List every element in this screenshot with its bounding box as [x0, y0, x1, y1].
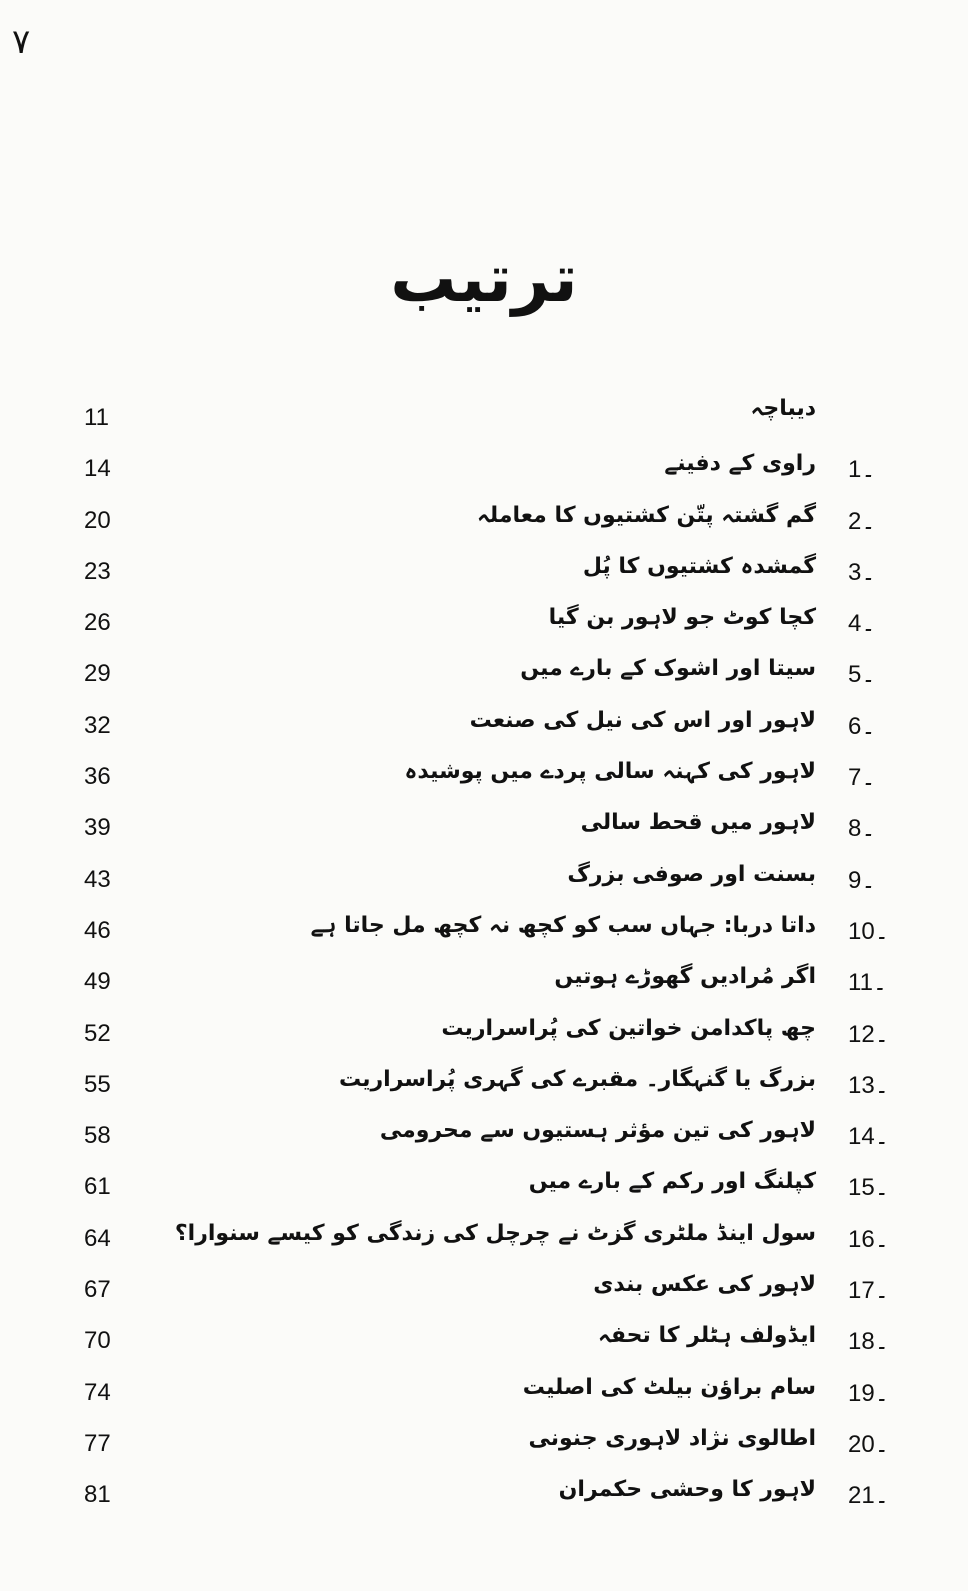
- toc-chapter-index: 7۔: [848, 764, 876, 792]
- toc-chapter-index: 14۔: [848, 1123, 889, 1151]
- toc-entry[interactable]: [0, 447, 968, 498]
- toc-chapter-index: 20۔: [848, 1430, 889, 1458]
- toc-chapter-title: راوی کے دفینے: [664, 451, 816, 477]
- toc-page-number: 58: [84, 1122, 111, 1150]
- toc-chapter-index: 16۔: [848, 1225, 889, 1253]
- toc-chapter-index: 3۔: [848, 558, 876, 586]
- toc-chapter-index: 11۔: [848, 969, 887, 997]
- toc-page-number: 61: [84, 1173, 111, 1201]
- toc-chapter-title: لاہور کی تین مؤثر ہستیوں سے محرومی: [379, 1118, 816, 1144]
- toc-chapter-title: سول اینڈ ملٹری گزٹ نے چرچل کی زندگی کو کیسے سنوارا؟: [174, 1220, 816, 1246]
- toc-chapter-title: لاہور کی عکس بندی: [593, 1272, 816, 1298]
- toc-chapter-title: اگر مُرادیں گھوڑے ہوتیں: [554, 964, 816, 990]
- toc-entry[interactable]: [0, 1319, 968, 1370]
- toc-entry[interactable]: [0, 1217, 968, 1268]
- toc-chapter-title: داتا دربا: جہاں سب کو کچھ نہ کچھ مل جاتا ہے: [310, 912, 816, 938]
- toc-page-number: 26: [84, 609, 111, 637]
- toc-page-number: 67: [84, 1276, 111, 1304]
- toc-page-number: 14: [84, 455, 111, 483]
- toc-entry[interactable]: [0, 499, 968, 550]
- toc-entry[interactable]: [0, 1165, 968, 1216]
- page-title: ترتیب: [390, 240, 578, 317]
- toc-page-number: 64: [84, 1224, 111, 1252]
- toc-page-number: 29: [84, 660, 111, 688]
- toc-page-number: 55: [84, 1070, 111, 1098]
- toc-entry[interactable]: [0, 960, 968, 1011]
- toc-chapter-title: دیباچہ: [750, 396, 816, 421]
- toc-chapter-index: 5۔: [848, 661, 876, 689]
- toc-page-number: 32: [84, 711, 111, 739]
- toc-entry[interactable]: [0, 909, 968, 960]
- toc-entry[interactable]: [0, 1063, 968, 1114]
- toc-chapter-title: کپلنگ اور رکم کے بارے میں: [528, 1169, 816, 1195]
- toc-page-number: 36: [84, 763, 111, 791]
- toc-page-number: 43: [84, 865, 111, 893]
- toc-chapter-title: سام براؤن بیلٹ کی اصلیت: [522, 1374, 816, 1400]
- toc-entry[interactable]: [0, 1473, 968, 1524]
- toc-chapter-title: لاہور میں قحط سالی: [580, 810, 816, 836]
- toc-chapter-index: 21۔: [848, 1482, 889, 1510]
- toc-entry[interactable]: [0, 1012, 968, 1063]
- toc-chapter-title: گم گشتہ پتّن کشتیوں کا معاملہ: [477, 502, 816, 528]
- toc-chapter-title: اطالوی نژاد لاہوری جنونی: [528, 1425, 816, 1451]
- toc-chapter-index: 4۔: [848, 610, 876, 638]
- toc-page-number: 70: [84, 1327, 111, 1355]
- toc-page-number: 77: [84, 1429, 111, 1457]
- toc-chapter-index: 1۔: [848, 456, 876, 484]
- toc-entry[interactable]: [0, 601, 968, 652]
- toc-entry[interactable]: [0, 1371, 968, 1422]
- toc-chapter-title: کچا کوٹ جو لاہور بن گیا: [548, 605, 816, 631]
- toc-chapter-index: 12۔: [848, 1020, 889, 1048]
- toc-page-number: 81: [84, 1481, 111, 1509]
- toc-chapter-index: 19۔: [848, 1379, 889, 1407]
- toc-entry[interactable]: [0, 550, 968, 601]
- toc-entry[interactable]: [0, 755, 968, 806]
- toc-page-number: 74: [84, 1378, 111, 1406]
- toc-entry[interactable]: [0, 1268, 968, 1319]
- toc-chapter-title: سیتا اور اشوک کے بارے میں: [520, 656, 816, 682]
- toc-chapter-title: لاہور کا وحشی حکمران: [558, 1477, 816, 1503]
- toc-entry[interactable]: [0, 1422, 968, 1473]
- toc-chapter-title: ایڈولف ہٹلر کا تحفہ: [597, 1323, 816, 1349]
- toc-chapter-index: 9۔: [848, 866, 876, 894]
- toc-page-number: 20: [84, 506, 111, 534]
- toc-chapter-index: 13۔: [848, 1071, 889, 1099]
- toc-page-number: 39: [84, 814, 111, 842]
- toc-chapter-index: 2۔: [848, 507, 876, 535]
- toc-entry[interactable]: [0, 396, 968, 447]
- toc-entry[interactable]: [0, 858, 968, 909]
- toc-page-number: 11: [84, 404, 109, 431]
- toc-entry[interactable]: [0, 806, 968, 857]
- toc-page-number: 46: [84, 916, 111, 944]
- toc-page-number: 52: [84, 1019, 111, 1047]
- toc-chapter-title: گمشدہ کشتیوں کا پُل: [582, 553, 816, 579]
- toc-chapter-index: 10۔: [848, 917, 889, 945]
- toc-chapter-title: لاہور اور اس کی نیل کی صنعت: [469, 707, 816, 733]
- toc-page-number: 23: [84, 557, 111, 585]
- toc-entry[interactable]: [0, 704, 968, 755]
- toc-chapter-index: 18۔: [848, 1328, 889, 1356]
- table-of-contents: [0, 396, 968, 1525]
- toc-chapter-index: 17۔: [848, 1277, 889, 1305]
- toc-chapter-title: بسنت اور صوفی بزرگ: [567, 861, 816, 887]
- toc-chapter-index: 6۔: [848, 712, 876, 740]
- page-number: ۷: [12, 22, 31, 62]
- toc-chapter-title: لاہور کی کہنہ سالی پردے میں پوشیدہ: [404, 759, 816, 785]
- toc-entry[interactable]: [0, 1114, 968, 1165]
- toc-entry[interactable]: [0, 652, 968, 703]
- toc-chapter-index: 15۔: [848, 1174, 889, 1202]
- toc-chapter-index: 8۔: [848, 815, 876, 843]
- toc-page-number: 49: [84, 968, 111, 996]
- toc-chapter-title: بزرگ یا گنہگار۔ مقبرے کی گہری پُراسراریت: [338, 1066, 816, 1092]
- toc-chapter-title: چھ پاکدامن خواتین کی پُراسراریت: [441, 1015, 816, 1041]
